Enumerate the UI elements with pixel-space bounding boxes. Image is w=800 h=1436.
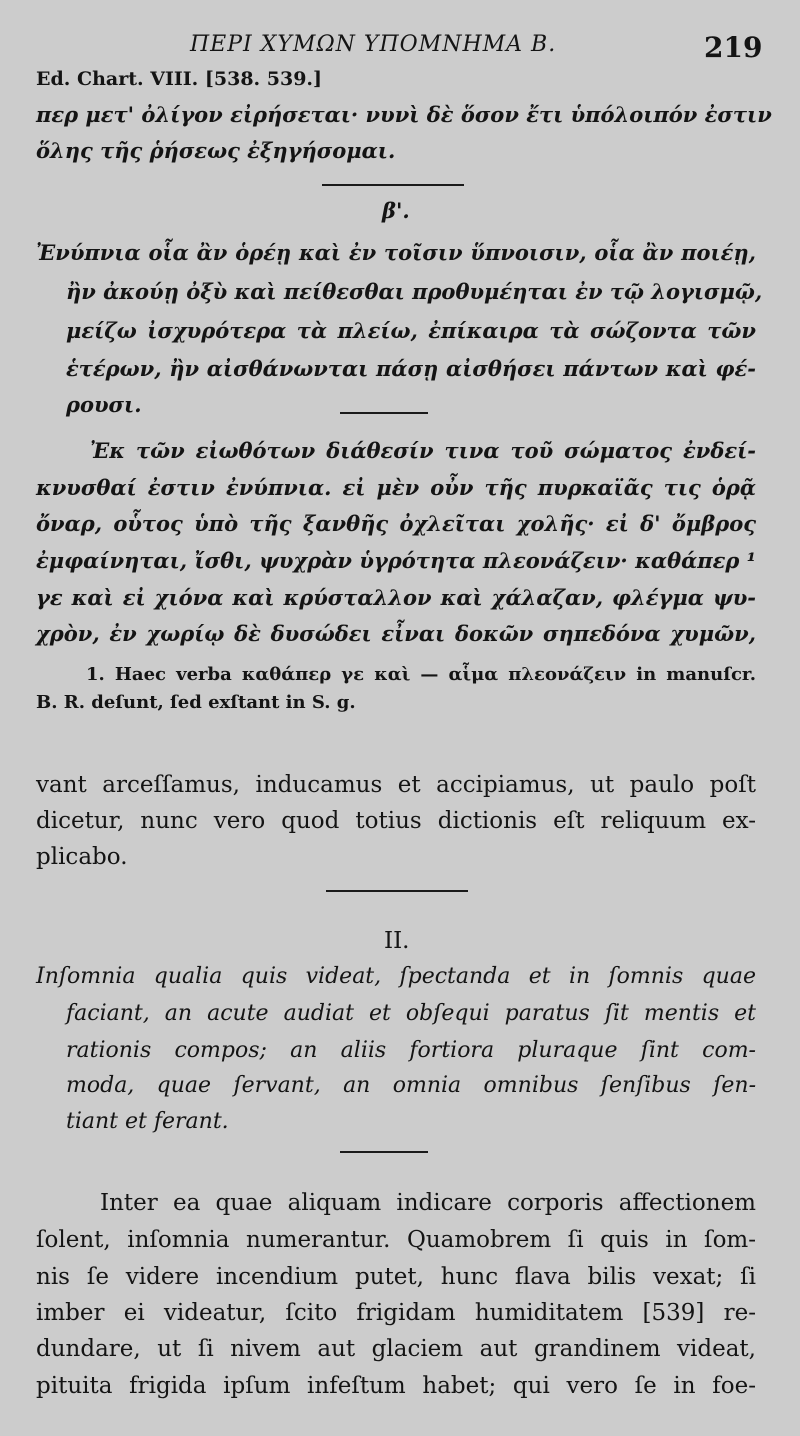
latin-section-label: II.	[384, 928, 410, 954]
latin-aphorism-line: Inſomnia qualia quis videat, ſpectanda et in ſomnis quae	[36, 964, 756, 989]
section-divider	[340, 1151, 428, 1153]
section-divider	[340, 412, 428, 414]
latin-commentary-line: pituita frigida ipſum infeſtum habet; qui vero ſe in foe-	[36, 1373, 756, 1399]
greek-aphorism-line: ἑτέρων, ἢν αἰσθάνωνται πάσῃ αἰσθήσει πάντων καὶ φέ-	[66, 356, 756, 381]
greek-aphorism-line: ἢν ἀκούῃ ὀξὺ καὶ πείθεσθαι προθυμέηται ἐν τῷ λογισμῷ,	[66, 279, 763, 304]
greek-commentary-line: Ἐκ τῶν εἰωθότων διάθεσίν τινα τοῦ σώματος ἐνδεί-	[90, 438, 756, 463]
greek-commentary-line: γε καὶ εἰ χιόνα καὶ κρύσταλλον καὶ χάλαζαν, φλέγμα ψυ-	[36, 585, 756, 610]
latin-commentary-line: ſolent, inſomnia numerantur. Quamobrem ſi quis in ſom-	[36, 1227, 756, 1253]
greek-aphorism-line: Ἐνύπνια οἷα ἂν ὁρέῃ καὶ ἐν τοῖσιν ὕπνοισιν, οἷα ἂν ποιέῃ,	[36, 240, 756, 265]
section-divider	[326, 890, 468, 892]
running-header-title: ΠΕΡΙ ΧΥΜΩΝ ΥΠΟΜΝΗΜΑ Β.	[190, 32, 557, 57]
latin-text-line: plicabo.	[36, 844, 128, 870]
footnote-line: B. R. deſunt, ſed exſtant in S. g.	[36, 692, 356, 713]
greek-aphorism-line: μείζω ἰσχυρότερα τὰ πλείω, ἐπίκαιρα τὰ σώζοντα τῶν	[66, 318, 756, 343]
latin-commentary-line: imber ei videatur, ſcito frigidam humiditatem [539] re-	[36, 1300, 756, 1326]
latin-text-line: dicetur, nunc vero quod totius dictionis eſt reliquum ex-	[36, 808, 756, 834]
latin-commentary-line: nis ſe videre incendium putet, hunc flava bilis vexat; ſi	[36, 1264, 756, 1290]
latin-aphorism-line: rationis compos; an aliis fortiora pluraque ſint com-	[66, 1038, 756, 1063]
latin-commentary-line: dundare, ut ſi nivem aut glaciem aut grandinem videat,	[36, 1336, 756, 1362]
latin-aphorism-line: faciant, an acute audiat et obſequi paratus ſit mentis et	[66, 1001, 756, 1026]
latin-aphorism-line: tiant et ferant.	[66, 1109, 229, 1134]
greek-commentary-line: κνυσθαί ἐστιν ἐνύπνια. εἰ μὲν οὖν τῆς πυρκαϊᾶς τις ὁρᾷ	[36, 475, 756, 500]
greek-aphorism-line: ρουσι.	[66, 392, 142, 417]
edition-reference: Ed. Chart. VIII. [538. 539.]	[36, 68, 323, 90]
greek-text-line: περ μετ' ὀλίγον εἰρήσεται· νυνὶ δὲ ὅσον ἔτι ὑπόλοιπόν ἐστιν	[36, 102, 772, 127]
greek-commentary-line: ἐμφαίνηται, ἴσθι, ψυχρὰν ὑγρότητα πλεονάζειν· καθάπερ ¹	[36, 548, 756, 573]
latin-commentary-line: Inter ea quae aliquam indicare corporis affectionem	[100, 1190, 756, 1216]
greek-commentary-line: ὄναρ, οὗτος ὑπὸ τῆς ξανθῆς ὀχλεῖται χολῆς· εἰ δ' ὄμβρος	[36, 511, 756, 536]
section-divider	[322, 184, 464, 186]
page-number: 219	[704, 31, 763, 64]
greek-section-label: β'.	[382, 198, 410, 223]
greek-commentary-line: χρὸν, ἐν χωρίῳ δὲ δυσώδει εἶναι δοκῶν σηπεδόνα χυμῶν,	[36, 621, 756, 646]
latin-aphorism-line: moda, quae ſervant, an omnia omnibus ſenſibus ſen-	[66, 1073, 756, 1098]
footnote-line: 1. Haec verba καθάπερ γε καὶ — αἷμα πλεονάζειν in manuſcr.	[86, 664, 756, 685]
latin-text-line: vant arceſſamus, inducamus et accipiamus, ut paulo poſt	[36, 772, 756, 798]
greek-text-line: ὅλης τῆς ῥήσεως ἐξηγήσομαι.	[36, 138, 396, 163]
